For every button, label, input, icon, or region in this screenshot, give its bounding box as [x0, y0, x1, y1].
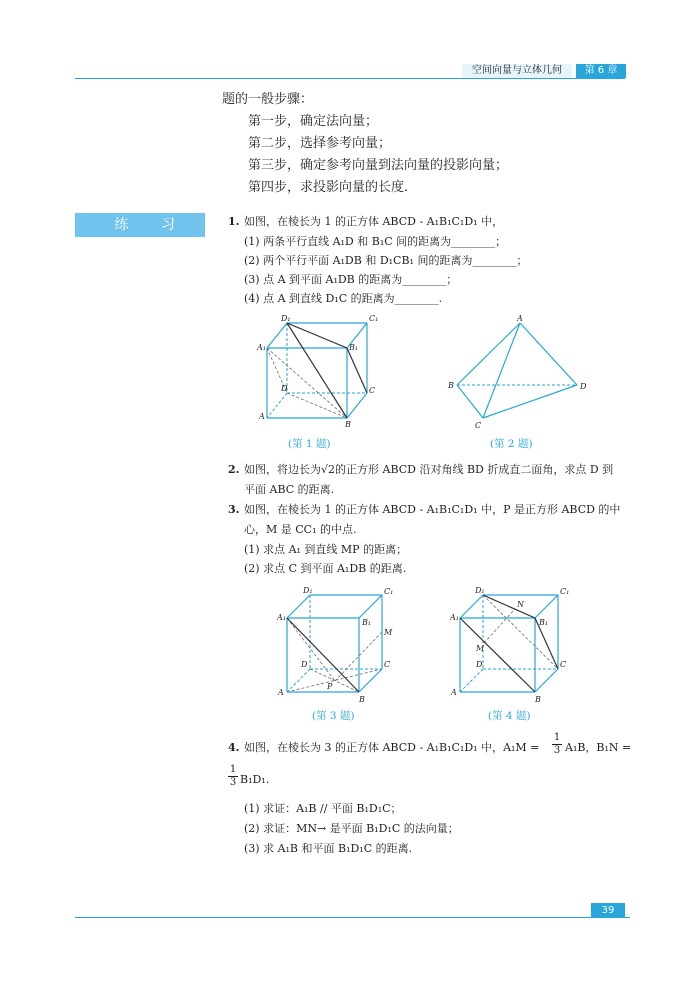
- q3-part-2: (2) 求点 C 到平面 A₁DB 的距离.: [244, 562, 407, 575]
- q1-part-1: (1) 两条平行直线 A₁D 和 B₁C 间的距离为________；: [244, 235, 507, 248]
- figure-3-caption: (第 3 题): [312, 710, 355, 722]
- footer-rule: [75, 917, 630, 918]
- fig3-label-a: A: [278, 688, 284, 697]
- q4-fraction-2: [228, 764, 238, 789]
- figure-4-caption: (第 4 题): [488, 710, 531, 722]
- intro-step-3: 第三步，确定参考向量到法向量的投影向量；: [248, 158, 509, 173]
- q4-frac1-den: 3: [553, 745, 561, 756]
- book-title: 空间向量与立体几何: [462, 64, 572, 78]
- fig3-label-c1: C₁: [384, 587, 394, 596]
- fig1-label-c: C: [369, 386, 376, 395]
- q1-part-2: (2) 两个平行平面 A₁DB 和 D₁CB₁ 间的距离为________；: [244, 254, 528, 267]
- fig2-label-c: C: [475, 421, 482, 430]
- figure-3-cube: [277, 585, 402, 705]
- fig4-label-b: B: [535, 695, 541, 704]
- fig4-label-c: C: [560, 660, 567, 669]
- fig4-label-c1: C₁: [560, 587, 570, 596]
- fig4-label-m: M: [476, 644, 485, 653]
- fig3-label-m: M: [384, 628, 393, 637]
- fig2-label-b: B: [448, 381, 454, 390]
- q1-stem: 如图，在棱长为 1 的正方体 ABCD - A₁B₁C₁D₁ 中，: [244, 215, 504, 228]
- figure-4-cube: [450, 585, 580, 705]
- fig3-label-d1: D₁: [303, 586, 313, 595]
- q4-part-1: (1) 求证：A₁B // 平面 B₁D₁C；: [244, 802, 402, 815]
- fig4-label-a: A: [451, 688, 457, 697]
- q4-line-1b: A₁B，B₁N =: [565, 741, 632, 754]
- fig1-label-a: A: [259, 412, 265, 421]
- fig1-label-a1: A₁: [257, 343, 266, 352]
- figure-1-caption: (第 1 题): [288, 438, 331, 450]
- q2-line-2: 平面 ABC 的距离.: [244, 483, 335, 496]
- exercise-label: 练 习: [114, 217, 189, 233]
- fig4-label-d: D: [476, 660, 483, 669]
- page-number: 39: [591, 903, 625, 918]
- fig1-label-b: B: [345, 420, 351, 429]
- intro-step-1: 第一步，确定法向量；: [248, 114, 379, 129]
- intro-step-2: 第二步，选择参考向量；: [248, 136, 392, 151]
- q1-part-4: (4) 点 A 到直线 D₁C 的距离为________.: [244, 292, 443, 305]
- fig3-label-p: P: [327, 682, 333, 691]
- q4-part-2: (2) 求证：MN→ 是平面 B₁D₁C 的法向量；: [244, 822, 459, 835]
- chapter-badge: 第 6 章: [576, 64, 626, 78]
- q4-line-1a: 如图，在棱长为 3 的正方体 ABCD - A₁B₁C₁D₁ 中，A₁M =: [244, 741, 540, 754]
- fig3-label-c: C: [384, 660, 391, 669]
- q3-line-1: 如图，在棱长为 1 的正方体 ABCD - A₁B₁C₁D₁ 中，P 是正方形 ABCD 的中: [244, 503, 621, 516]
- q4-frac2-num: 1: [229, 764, 237, 775]
- q2-number: 2.: [228, 463, 240, 476]
- fig4-label-a1: A₁: [450, 613, 459, 622]
- fig3-label-b1: B₁: [362, 618, 372, 627]
- q4-frac1-num: 1: [553, 732, 561, 743]
- fig4-label-n: N: [517, 600, 524, 609]
- q4-fraction-1: [552, 732, 562, 757]
- fig3-label-d: D: [301, 660, 308, 669]
- q4-frac2-den: 3: [229, 777, 237, 788]
- fig2-label-a: A: [517, 314, 523, 323]
- fig3-label-a1: A₁: [277, 613, 286, 622]
- figure-1-cube: [255, 313, 395, 433]
- q3-number: 3.: [228, 503, 240, 516]
- q4-part-3: (3) 求 A₁B 和平面 B₁D₁C 的距离.: [244, 842, 413, 855]
- intro-lead: 题的一般步骤：: [222, 92, 314, 107]
- q3-line-2: 心，M 是 CC₁ 的中点.: [244, 523, 357, 536]
- q4-number: 4.: [228, 741, 240, 754]
- q2-line-1: 如图，将边长为√2的正方形 ABCD 沿对角线 BD 折成直二面角，求点 D 到: [244, 463, 614, 476]
- exercise-banner: [75, 213, 205, 237]
- fig1-label-c1: C₁: [369, 314, 379, 323]
- figure-2-caption: (第 2 题): [490, 438, 533, 450]
- fig3-label-b: B: [359, 695, 365, 704]
- fig1-label-d1: D₁: [281, 314, 291, 323]
- fig2-label-d: D: [580, 382, 587, 391]
- q1-number: 1.: [228, 215, 240, 228]
- q1-part-3: (3) 点 A 到平面 A₁DB 的距离为________；: [244, 273, 458, 286]
- fig4-label-b1: B₁: [539, 618, 549, 627]
- fig4-label-d1: D₁: [475, 586, 485, 595]
- header-rule: [75, 78, 625, 79]
- fig1-label-b1: B₁: [349, 343, 359, 352]
- intro-step-4: 第四步，求投影向量的长度.: [248, 180, 409, 195]
- q4-line-2b: B₁D₁.: [240, 773, 270, 786]
- q3-part-1: (1) 求点 A₁ 到直线 MP 的距离；: [244, 543, 408, 556]
- fig1-label-d: D: [281, 384, 288, 393]
- figure-2-tetrahedron: [445, 313, 595, 433]
